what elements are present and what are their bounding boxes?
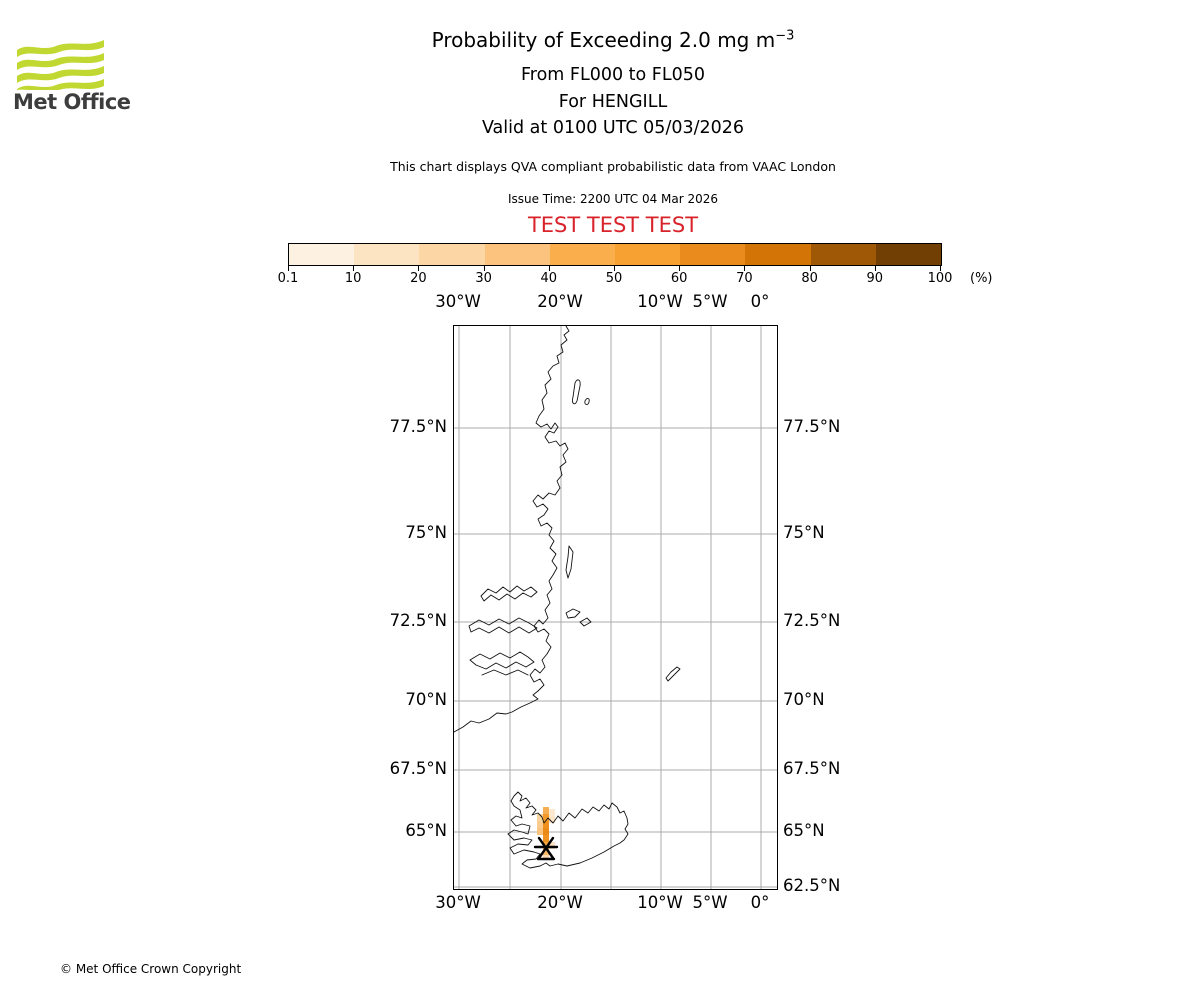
probability-cell bbox=[537, 828, 543, 835]
lon-label-top: 30°W bbox=[435, 292, 481, 311]
colorbar-unit-label: (%) bbox=[970, 271, 993, 286]
lon-label-top: 20°W bbox=[537, 292, 583, 311]
subtitle-flight-levels: From FL000 to FL050 bbox=[520, 65, 706, 85]
probability-cell bbox=[543, 807, 549, 814]
logo-wordmark: Met Office bbox=[13, 90, 131, 114]
issue-time: Issue Time: 2200 UTC 04 Mar 2026 bbox=[507, 192, 719, 206]
island-c-coastline bbox=[566, 546, 573, 578]
lat-label-right: 72.5°N bbox=[783, 611, 841, 630]
colorbar-tick-label: 80 bbox=[801, 271, 818, 286]
colorbar-segment-7 bbox=[745, 244, 810, 265]
colorbar-tick-label: 70 bbox=[736, 271, 753, 286]
subtitle-volcano: For HENGILL bbox=[558, 91, 668, 112]
qva-description: This chart displays QVA compliant probabilistic data from VAAC London bbox=[390, 159, 836, 174]
greenland-fjords-coastline bbox=[470, 652, 534, 675]
map-frame bbox=[453, 325, 778, 890]
colorbar-tick-label: 50 bbox=[605, 271, 623, 286]
colorbar-tick-label: 0.1 bbox=[277, 271, 299, 286]
page-title bbox=[26, 28, 1200, 52]
lat-label-right: 77.5°N bbox=[783, 417, 841, 436]
map-svg bbox=[454, 326, 777, 889]
colorbar-segment-5 bbox=[615, 244, 680, 265]
lat-label-left: 65°N bbox=[405, 821, 447, 840]
iceland-coastline bbox=[508, 792, 628, 868]
colorbar bbox=[288, 243, 942, 266]
probability-cell bbox=[537, 821, 543, 828]
island-a-coastline bbox=[572, 380, 580, 404]
lat-label-right: 67.5°N bbox=[783, 759, 841, 778]
lat-label-left: 77.5°N bbox=[389, 417, 447, 436]
greenland-coast-coastline bbox=[454, 326, 569, 732]
colorbar-tick-label: 90 bbox=[866, 271, 884, 286]
colorbar-tick-label: 40 bbox=[540, 271, 558, 286]
colorbar-segment-6 bbox=[680, 244, 745, 265]
colorbar-segment-9 bbox=[876, 244, 941, 265]
greenland-coast-detail-coastline bbox=[469, 586, 537, 633]
probability-cell bbox=[543, 835, 549, 842]
colorbar-tick-label: 20 bbox=[410, 271, 427, 286]
lat-label-left: 75°N bbox=[405, 523, 447, 542]
colorbar-tick-label: 30 bbox=[475, 271, 492, 286]
probability-cell bbox=[549, 809, 555, 816]
lat-label-left: 67.5°N bbox=[389, 759, 447, 778]
lon-label-bottom: 30°W bbox=[435, 893, 481, 912]
islands-d-coastline bbox=[566, 609, 591, 626]
copyright: © Met Office Crown Copyright bbox=[60, 962, 242, 976]
page-title-text: Probability of Exceeding 2.0 mg m bbox=[431, 28, 776, 52]
test-banner: TEST TEST TEST bbox=[527, 213, 699, 237]
lat-label-right: 65°N bbox=[783, 821, 825, 840]
colorbar-segment-1 bbox=[354, 244, 419, 265]
lon-label-top: 0° bbox=[750, 292, 770, 311]
lat-label-right: 70°N bbox=[783, 690, 825, 709]
lon-label-bottom: 5°W bbox=[692, 893, 728, 912]
colorbar-segment-0 bbox=[289, 244, 354, 265]
island-b-coastline bbox=[585, 398, 589, 404]
colorbar-tick-label: 60 bbox=[670, 271, 688, 286]
lon-label-bottom: 10°W bbox=[637, 893, 683, 912]
lon-label-bottom: 20°W bbox=[537, 893, 583, 912]
colorbar-segment-4 bbox=[550, 244, 615, 265]
lat-label-left: 72.5°N bbox=[389, 611, 447, 630]
lon-label-bottom: 0° bbox=[750, 893, 770, 912]
lat-label-right: 75°N bbox=[783, 523, 825, 542]
lon-label-top: 5°W bbox=[692, 292, 728, 311]
probability-cell bbox=[543, 828, 549, 835]
colorbar-tick-label: 100 bbox=[927, 271, 953, 286]
colorbar-segment-3 bbox=[485, 244, 550, 265]
subtitle-block bbox=[26, 62, 1200, 142]
colorbar-segment-8 bbox=[811, 244, 876, 265]
subtitle-valid-time: Valid at 0100 UTC 05/03/2026 bbox=[481, 118, 745, 138]
lat-label-right: 62.5°N bbox=[783, 876, 841, 895]
colorbar-tick-label: 10 bbox=[344, 271, 362, 286]
lon-label-top: 10°W bbox=[637, 292, 683, 311]
jan-mayen-coastline bbox=[666, 667, 680, 681]
colorbar-ticks bbox=[277, 265, 953, 295]
colorbar-segment-2 bbox=[419, 244, 484, 265]
lat-label-left: 70°N bbox=[405, 690, 447, 709]
page-title-exponent: −3 bbox=[775, 28, 795, 44]
